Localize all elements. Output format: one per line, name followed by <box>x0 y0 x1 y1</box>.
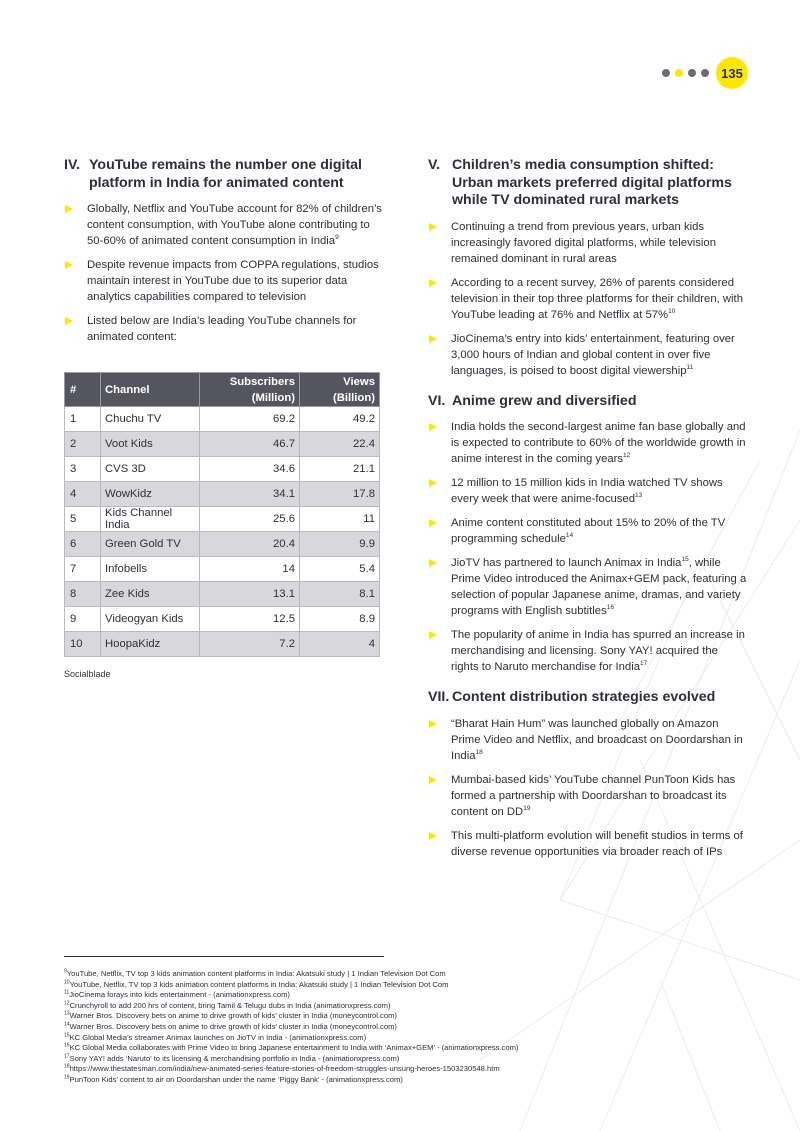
table-row <box>65 532 380 557</box>
marker-dot <box>662 69 670 77</box>
footnote-item <box>64 1033 764 1044</box>
footnote-number: 16 <box>64 1042 70 1049</box>
bullet-list-vii <box>428 716 748 860</box>
bullet-item <box>428 275 748 323</box>
bullet-arrow-icon <box>429 279 437 287</box>
bullet-arrow-icon <box>429 479 437 487</box>
cell-channel: Voot Kids <box>101 432 200 457</box>
cell-views: 22.4 <box>300 432 380 457</box>
marker-dot-active <box>675 69 683 77</box>
footnotes <box>64 969 764 1086</box>
cell-subscribers: 34.1 <box>200 482 300 507</box>
cell-views: 21.1 <box>300 457 380 482</box>
footnote-item <box>64 980 764 991</box>
bullet-text: Globally, Netflix and YouTube account for 82% of children’s content consumption, with YouTube alone contributing to 50-60% of animated content consumption in India <box>87 203 382 247</box>
footnote-divider <box>64 956 384 957</box>
section-heading-vi <box>428 393 748 411</box>
footnote-ref: 15 <box>681 556 689 564</box>
cell-subscribers: 14 <box>200 557 300 582</box>
section-heading-v <box>428 157 748 210</box>
bullet-text: “Bharat Hain Hum” was launched globally on Amazon Prime Video and Netflix, and broadcast on Doordarshan in India <box>451 717 743 762</box>
bullet-text: Listed below are India’s leading YouTube channels for animated content: <box>87 315 357 343</box>
bullet-arrow-icon <box>429 559 437 567</box>
table-row <box>65 607 380 632</box>
bullet-item <box>428 772 748 820</box>
bullet-item <box>428 555 748 619</box>
table-row <box>65 507 380 532</box>
footnote-number: 12 <box>64 1000 70 1007</box>
bullet-text: 12 million to 15 million kids in India watched TV shows every week that were anime-focused <box>451 477 723 505</box>
footnote-item <box>64 990 764 1001</box>
footnote-number: 10 <box>64 979 70 986</box>
bullet-list-iv <box>64 201 384 345</box>
table-row <box>65 457 380 482</box>
section-number: VII. <box>428 689 450 705</box>
footnote-text: Warner Bros. Discovery bets on anime to drive growth of kids’ cluster in India (moneycontrol.com) <box>69 1021 397 1031</box>
footnote-text: JioCinema forays into kids entertainment - (animationxpress.com) <box>69 990 290 1000</box>
table-row <box>65 407 380 432</box>
footnote-text: PunToon Kids’ content to air on Doordarshan under the name ‘Piggy Bank’ - (animationxpress.com) <box>69 1074 403 1084</box>
table-header-row <box>65 373 380 407</box>
footnote-ref: 14 <box>565 532 574 540</box>
footnote-number: 11 <box>64 989 70 996</box>
footnote-ref: 18 <box>475 748 483 756</box>
cell-views: 5.4 <box>300 557 380 582</box>
footnote-text: YouTube, Netflix, TV top 3 kids animation content platforms in India: Akatsuki study | 1 Indian Television Dot Com <box>69 979 449 989</box>
bullet-arrow-icon <box>65 317 73 325</box>
bullet-arrow-icon <box>429 631 437 639</box>
footnote-text: Crunchyroll to add 200 hrs of content, bring Tamil & Telugu dubs in India (animationxpress.com) <box>69 1000 391 1010</box>
footnote-number: 14 <box>64 1021 70 1028</box>
page-marker <box>662 57 748 89</box>
bullet-arrow-icon <box>429 720 437 728</box>
footnote-number: 13 <box>64 1010 70 1017</box>
section-title: YouTube remains the number one digital platform in India for animated content <box>89 157 363 191</box>
footnote-ref: 16 <box>606 604 614 612</box>
bullet-item <box>428 627 748 675</box>
cell-rank: 6 <box>65 532 101 557</box>
bullet-item <box>64 201 384 249</box>
footnote-number: 19 <box>64 1074 70 1081</box>
cell-views: 49.2 <box>300 407 380 432</box>
cell-rank: 4 <box>65 482 101 507</box>
section-heading-vii <box>428 689 748 707</box>
footnote-text: YouTube, Netflix, TV top 3 kids animation content platforms in India: Akatsuki study | 1 Indian Television Dot Com <box>66 969 446 978</box>
bullet-item <box>428 475 748 507</box>
header-rank: # <box>65 373 101 407</box>
bullet-text: Mumbai-based kids’ YouTube channel PunToon Kids has formed a partnership with Doordarshan to broadcast its content on DD <box>451 773 736 818</box>
footnote-number: 9 <box>64 968 67 975</box>
cell-rank: 10 <box>65 632 101 657</box>
footnote-text: KC Global Media collaborates with Prime Video to bring Japanese entertainment to India with ‘Animax+GEM’ - (animationxpress.com) <box>69 1043 519 1053</box>
bullet-text: The popularity of anime in India has spurred an increase in merchandising and licensing. Sony YAY! acquired the rights to Naruto merchandise for India <box>451 629 745 673</box>
footnote-item <box>64 1054 764 1065</box>
cell-rank: 5 <box>65 507 101 532</box>
section-number: IV. <box>64 157 81 173</box>
footnote-ref: 10 <box>668 307 676 315</box>
bullet-text: JioTV has partnered to launch Animax in India <box>451 557 682 569</box>
bullet-text: India holds the second-largest anime fan base globally and is expected to contribute to 60% of the worldwide growth in anime interest in the coming years <box>451 421 746 465</box>
bullet-list-v <box>428 219 748 379</box>
bullet-text: Anime content constituted about 15% to 20% of the TV programming schedule <box>451 517 726 545</box>
bullet-item <box>428 419 748 467</box>
footnote-item <box>64 1011 764 1022</box>
header-subscribers: Subscribers (Million) <box>200 373 300 407</box>
cell-views: 9.9 <box>300 532 380 557</box>
bullet-item <box>428 828 748 860</box>
cell-channel: Infobells <box>101 557 200 582</box>
section-heading-iv <box>64 157 384 192</box>
footnote-number: 17 <box>64 1053 70 1060</box>
section-title: Anime grew and diversified <box>452 392 637 409</box>
cell-subscribers: 25.6 <box>200 507 300 532</box>
bullet-arrow-icon <box>429 223 437 231</box>
table-row <box>65 557 380 582</box>
cell-subscribers: 20.4 <box>200 532 300 557</box>
bullet-item <box>428 716 748 764</box>
bullet-item <box>428 515 748 547</box>
bullet-arrow-icon <box>429 832 437 840</box>
bullet-text: JioCinema’s entry into kids’ entertainment, featuring over 3,000 hours of Indian and global content in over five languages, is poised to boost digital viewership <box>451 332 735 377</box>
cell-channel: Zee Kids <box>101 582 200 607</box>
left-column <box>64 157 384 353</box>
footnote-ref: 13 <box>634 492 643 500</box>
cell-views: 11 <box>300 507 380 532</box>
cell-rank: 7 <box>65 557 101 582</box>
marker-dot <box>688 69 696 77</box>
cell-views: 17.8 <box>300 482 380 507</box>
bullet-item <box>64 257 384 305</box>
cell-channel: CVS 3D <box>101 457 200 482</box>
table-row <box>65 432 380 457</box>
bullet-arrow-icon <box>429 335 437 343</box>
section-title: Content distribution strategies evolved <box>452 689 716 705</box>
footnote-ref: 19 <box>523 804 531 812</box>
bullet-item <box>64 313 384 345</box>
table-source: Socialblade <box>64 669 111 679</box>
header-channel: Channel <box>101 373 200 407</box>
cell-channel: Green Gold TV <box>101 532 200 557</box>
bullet-text: According to a recent survey, 26% of parents considered television in their top three platforms for their children, with YouTube leading at 76% and Netflix at 57% <box>451 276 743 321</box>
footnote-item <box>64 1064 764 1075</box>
bullet-item <box>428 331 748 379</box>
section-number: V. <box>428 157 441 173</box>
cell-subscribers: 12.5 <box>200 607 300 632</box>
cell-views: 8.9 <box>300 607 380 632</box>
section-title: Children’s media consumption shifted: Urban markets preferred digital platforms while TV dominated rural markets <box>452 157 732 208</box>
cell-rank: 3 <box>65 457 101 482</box>
cell-channel: Chuchu TV <box>101 407 200 432</box>
bullet-item <box>428 219 748 267</box>
table-row <box>65 482 380 507</box>
footnote-text: KC Global Media’s streamer Animax launches on JioTV in India - (animationxpress.com) <box>69 1032 367 1042</box>
cell-channel: Kids Channel India <box>101 507 200 532</box>
right-column <box>428 157 748 868</box>
bullet-text: Continuing a trend from previous years, urban kids increasingly favored digital platforms, while television remained dominant in rural areas <box>451 220 716 265</box>
youtube-channels-table <box>64 372 380 657</box>
cell-subscribers: 13.1 <box>200 582 300 607</box>
cell-views: 4 <box>300 632 380 657</box>
bullet-text: , while Prime Video introduced the Animax+GEM pack, featuring a selection of popular Japanese anime, dramas, and variety programs with English subtitles <box>451 557 747 617</box>
cell-channel: Videogyan Kids <box>101 607 200 632</box>
cell-channel: HoopaKidz <box>101 632 200 657</box>
table-row <box>65 582 380 607</box>
bullet-text: This multi-platform evolution will benefit studios in terms of diverse revenue opportunities via broader reach of IPs <box>451 829 743 858</box>
cell-channel: WowKidz <box>101 482 200 507</box>
cell-rank: 9 <box>65 607 101 632</box>
footnote-ref: 9 <box>335 234 339 242</box>
footnote-number: 15 <box>64 1032 70 1039</box>
cell-rank: 8 <box>65 582 101 607</box>
bullet-arrow-icon <box>429 519 437 527</box>
marker-dot <box>701 69 709 77</box>
section-number: VI. <box>428 392 446 409</box>
cell-rank: 2 <box>65 432 101 457</box>
bullet-arrow-icon <box>65 261 73 269</box>
footnote-item <box>64 1075 764 1086</box>
cell-subscribers: 46.7 <box>200 432 300 457</box>
cell-subscribers: 7.2 <box>200 632 300 657</box>
footnote-item <box>64 1001 764 1012</box>
footnote-number: 18 <box>64 1063 70 1070</box>
table-row <box>65 632 380 657</box>
cell-rank: 1 <box>65 407 101 432</box>
footnote-ref: 11 <box>686 363 694 371</box>
bullet-list-vi <box>428 419 748 675</box>
bullet-arrow-icon <box>429 423 437 431</box>
cell-subscribers: 69.2 <box>200 407 300 432</box>
cell-subscribers: 34.6 <box>200 457 300 482</box>
footnote-item <box>64 969 764 980</box>
footnote-text: Sony YAY! adds ‘Naruto’ to its licensing & merchandising portfolio in India - (animationxpress.com) <box>69 1053 400 1063</box>
bullet-arrow-icon <box>429 776 437 784</box>
footnote-ref: 12 <box>623 452 631 460</box>
footnote-ref: 17 <box>640 660 648 668</box>
cell-views: 8.1 <box>300 582 380 607</box>
footnote-item <box>64 1043 764 1054</box>
header-views: Views (Billion) <box>300 373 380 407</box>
bullet-arrow-icon <box>65 205 73 213</box>
page-number: 135 <box>716 57 748 89</box>
footnote-text: https://www.thestatesman.com/india/new-animated-series-feature-stories-of-freedom-struggles-unsung-heroes-1503230548.htm <box>69 1064 500 1074</box>
bullet-text: Despite revenue impacts from COPPA regulations, studios maintain interest in YouTube due to its superior data analytics capabilities compared to television <box>87 259 379 303</box>
footnote-item <box>64 1022 764 1033</box>
footnote-text: Warner Bros. Discovery bets on anime to drive growth of kids’ cluster in India (moneycontrol.com) <box>69 1011 397 1021</box>
